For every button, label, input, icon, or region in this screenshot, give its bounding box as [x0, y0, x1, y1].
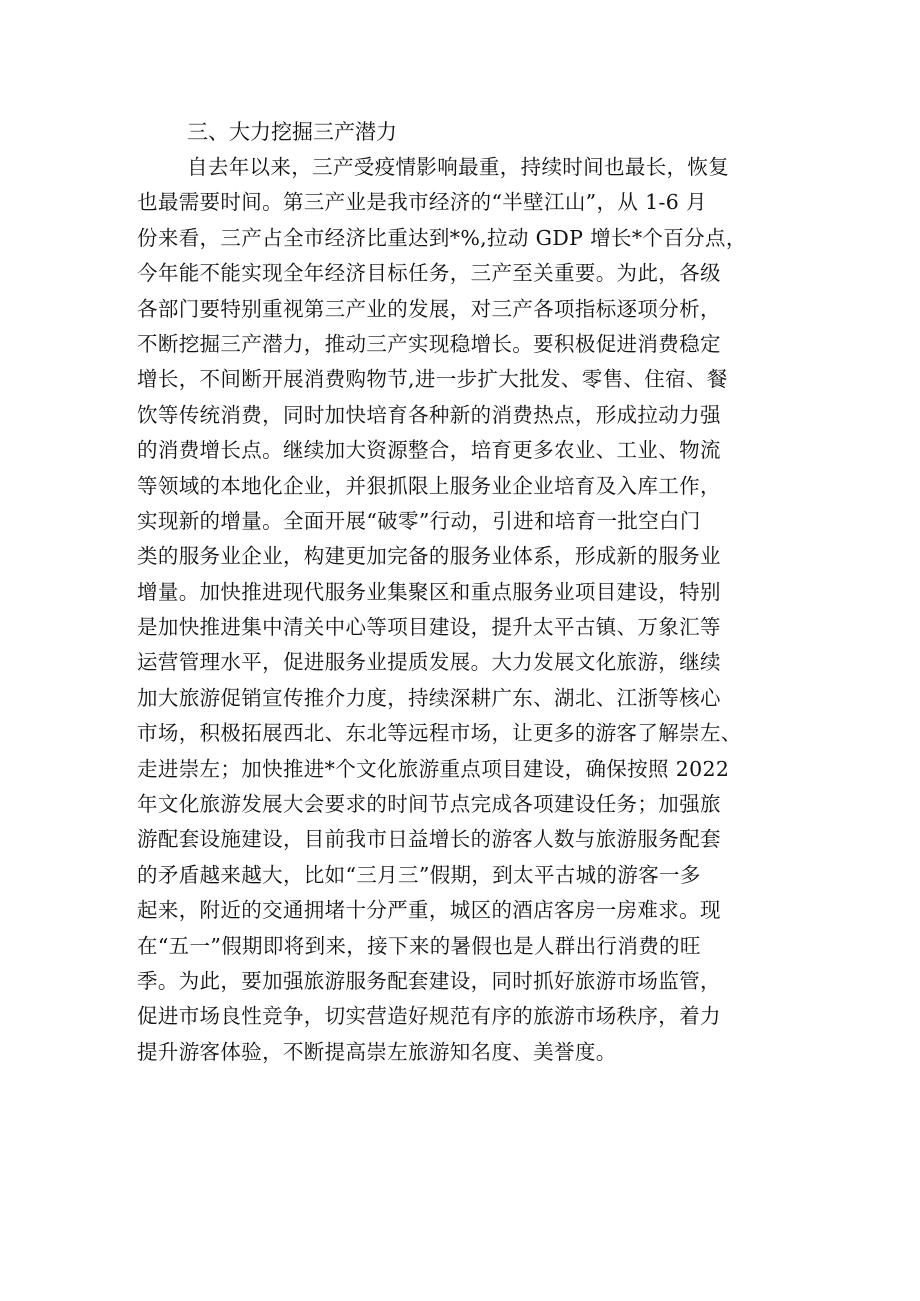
paragraph-line: 类的服务业企业，构建更加完备的服务业体系，形成新的服务业 [137, 544, 721, 569]
paragraph-line: 促进市场良性竞争，切实营造好规范有序的旅游市场秩序，着力 [137, 1004, 721, 1029]
body-paragraph [137, 150, 797, 1070]
paragraph-line: 在“五一”假期即将到来，接下来的暑假也是人群出行消费的旺 [137, 933, 701, 958]
paragraph-line: 提升游客体验，不断提高崇左旅游知名度、美誉度。 [137, 1039, 617, 1064]
paragraph-line: 实现新的增量。全面开展“破零”行动，引进和培育一批空白门 [137, 508, 701, 533]
paragraph-line: 是加快推进集中清关中心等项目建设，提升太平古镇、万象汇等 [137, 615, 721, 640]
paragraph-line: 增长，不间断开展消费购物节,进一步扩大批发、零售、住宿、餐 [137, 367, 728, 392]
paragraph-line: 也最需要时间。第三产业是我市经济的“半壁江山”，从 1-6 月 [137, 190, 707, 215]
paragraph-line: 的消费增长点。继续加大资源整合，培育更多农业、工业、物流 [137, 438, 721, 463]
paragraph-line: 今年能不能实现全年经济目标任务，三产至关重要。为此，各级 [137, 261, 721, 286]
paragraph-line: 等领域的本地化企业，并狠抓限上服务业企业培育及入库工作， [137, 473, 721, 498]
paragraph-line: 不断挖掘三产潜力，推动三产实现稳增长。要积极促进消费稳定 [137, 331, 721, 356]
paragraph-line: 增量。加快推进现代服务业集聚区和重点服务业项目建设，特别 [137, 579, 721, 604]
paragraph-line: 份来看，三产占全市经济比重达到*%,拉动 GDP 增长*个百分点， [137, 225, 747, 250]
section-heading: 三、大力挖掘三产潜力 [187, 120, 397, 144]
paragraph-line: 运营管理水平，促进服务业提质发展。大力发展文化旅游，继续 [137, 650, 721, 675]
paragraph-line: 加大旅游促销宣传推介力度，持续深耕广东、湖北、江浙等核心 [137, 685, 721, 710]
paragraph-line: 的矛盾越来越大，比如“三月三”假期，到太平古城的游客一多 [137, 862, 701, 887]
paragraph-line: 起来，附近的交通拥堵十分严重，城区的酒店客房一房难求。现 [137, 898, 721, 923]
paragraph-line: 季。为此，要加强旅游服务配套建设，同时抓好旅游市场监管， [137, 968, 721, 993]
paragraph-line: 市场，积极拓展西北、东北等远程市场，让更多的游客了解崇左、 [137, 721, 742, 746]
paragraph-line: 饮等传统消费，同时加快培育各种新的消费热点，形成拉动力强 [137, 402, 721, 427]
paragraph-line: 各部门要特别重视第三产业的发展，对三产各项指标逐项分析， [137, 296, 721, 321]
paragraph-line: 游配套设施建设，目前我市日益增长的游客人数与旅游服务配套 [137, 827, 721, 852]
paragraph-line: 年文化旅游发展大会要求的时间节点完成各项建设任务；加强旅 [137, 792, 721, 817]
paragraph-line: 自去年以来，三产受疫情影响最重，持续时间也最长，恢复 [187, 155, 730, 179]
paragraph-line: 走进崇左；加快推进*个文化旅游重点项目建设，确保按照 2022 [137, 756, 730, 781]
